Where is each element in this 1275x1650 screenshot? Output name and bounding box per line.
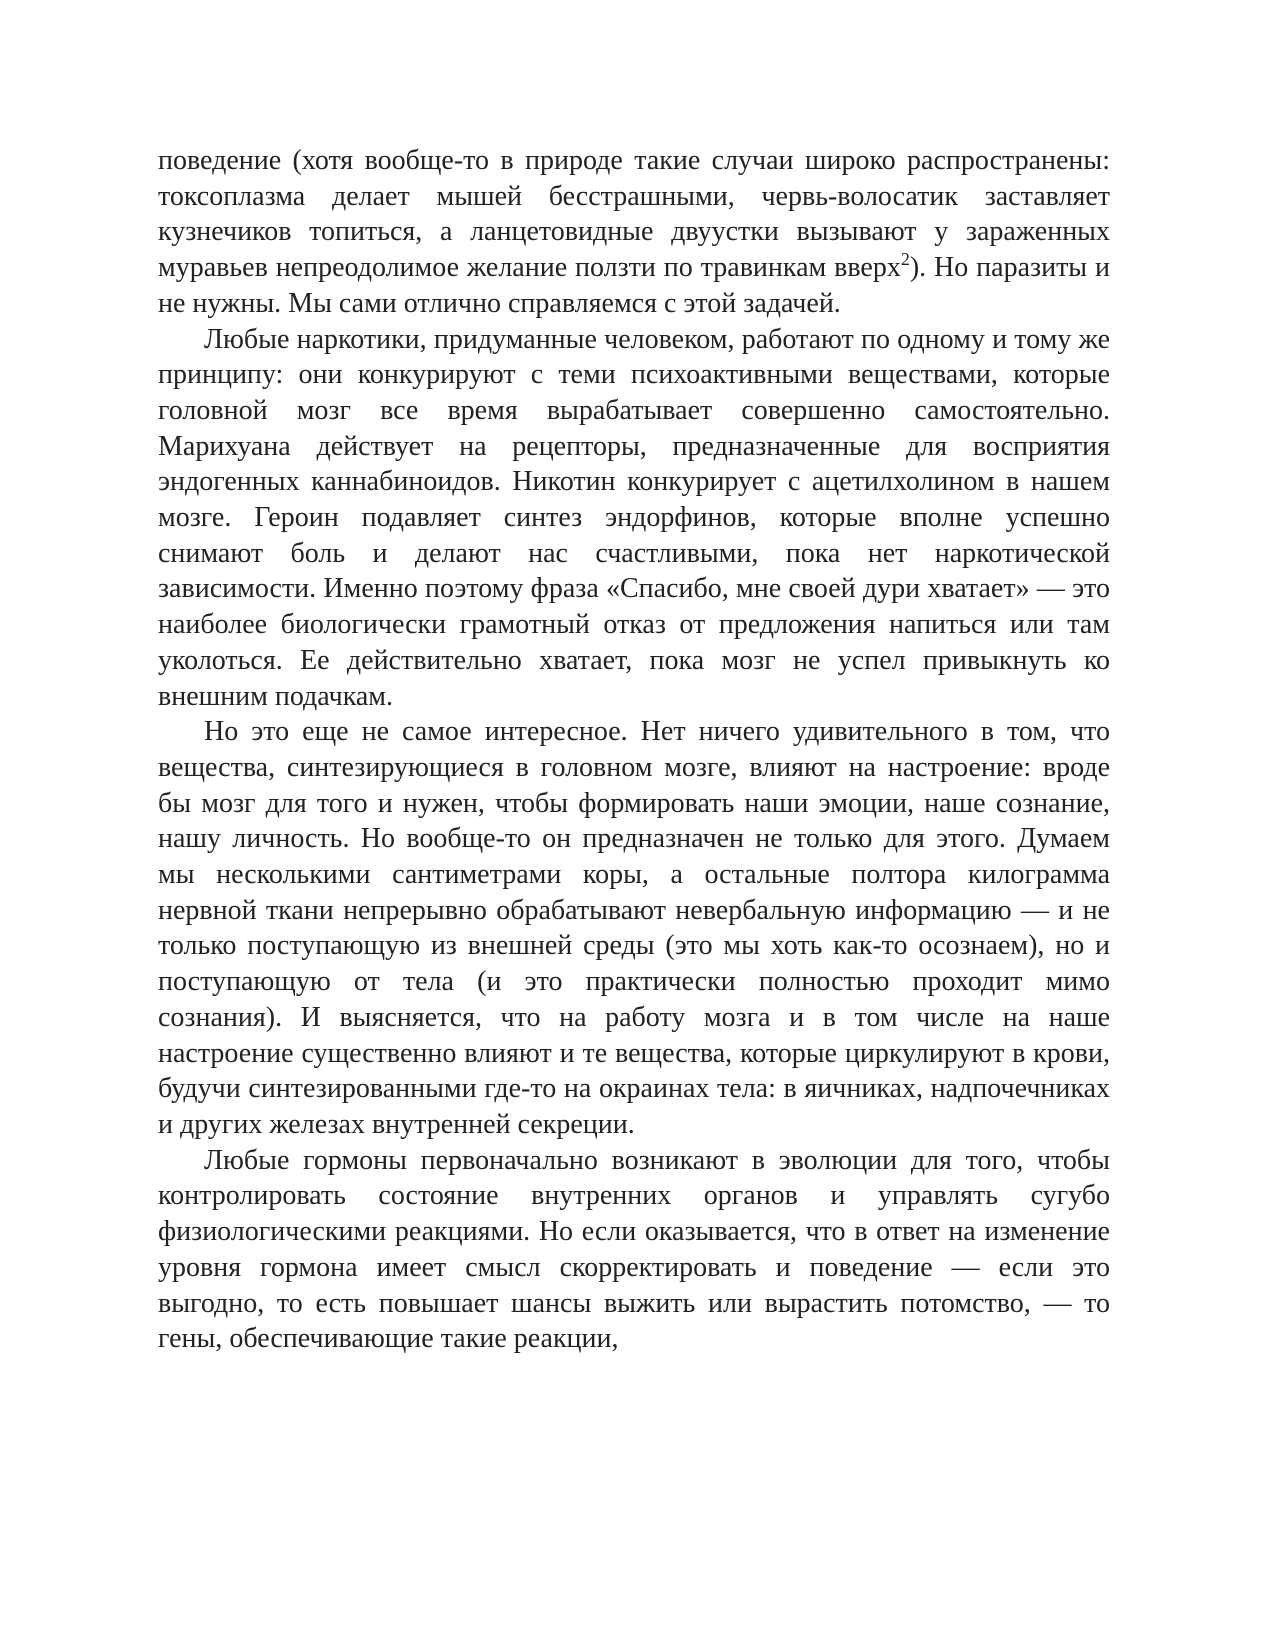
paragraph-1-text: поведение (хотя вообще-то в природе такие случаи широко распространены: токсоплазма делает мышей бесстрашными, червь-волосатик заставляет кузнечиков топиться, а ланцетовидные двуустки вызывают у зараженных муравьев непреодолимое желание ползти по травинкам вверх [158,145,1110,284]
footnote-reference[interactable]: 2 [900,249,910,270]
paragraph-4: Любые гормоны первоначально возникают в эволюции для того, чтобы контролировать состояние внутренних органов и управлять сугубо физиологическими реакциями. Но если оказывается, что в ответ на изменение уровня гормона имеет смысл скорректировать и поведение — если это выгодно, то есть повышает шансы выжить или вырастить потомство, — то гены, обеспечивающие такие реакции, [158,1144,1110,1355]
body-text [158,143,1110,1357]
paragraph-3: Но это еще не самое интересное. Нет ничего удивительного в том, что вещества, синтезирующиеся в головном мозге, влияют на настроение: вроде бы мозг для того и нужен, чтобы формировать наши эмоции, наше сознание, нашу личность. Но вообще-то он предназначен не только для этого. Думаем мы несколькими сантиметрами коры, а остальные полтора килограмма нервной ткани непрерывно обрабатывают невербальную информацию — и не только поступающую из внешней среды (это мы хоть как-то осознаем), но и поступающую от тела (и это практически полностью проходит мимо сознания). И выясняется, что на работу мозга и в том числе на наше настроение существенно влияют и те вещества, которые циркулируют в крови, будучи синтезированными где-то на окраинах тела: в яичниках, надпочечниках и других железах внутренней секреции. [158,716,1110,1140]
paragraph-1-text-end: ). Но паразиты и не нужны. Мы сами отлично справляемся с этой задачей. [158,252,1110,319]
paragraph-2: Любые наркотики, придуманные человеком, работают по одному и тому же принципу: они конкурируют с теми психоактивными веществами, которые головной мозг все время вырабатывает совершенно самостоятельно. Марихуана действует на рецепторы, предназначенные для восприятия эндогенных каннабиноидов. Никотин конкурирует с ацетилхолином в нашем мозге. Героин подавляет синтез эндорфинов, которые вполне успешно снимают боль и делают нас счастливыми, пока нет наркотической зависимости. Именно поэтому фраза «Спасибо, мне своей дури хватает» — это наиболее биологически грамотный отказ от предложения напиться или там уколоться. Ее действительно хватает, пока мозг не успел привыкнуть ко внешним подачкам. [158,323,1110,712]
paragraph-1 [158,143,1110,322]
